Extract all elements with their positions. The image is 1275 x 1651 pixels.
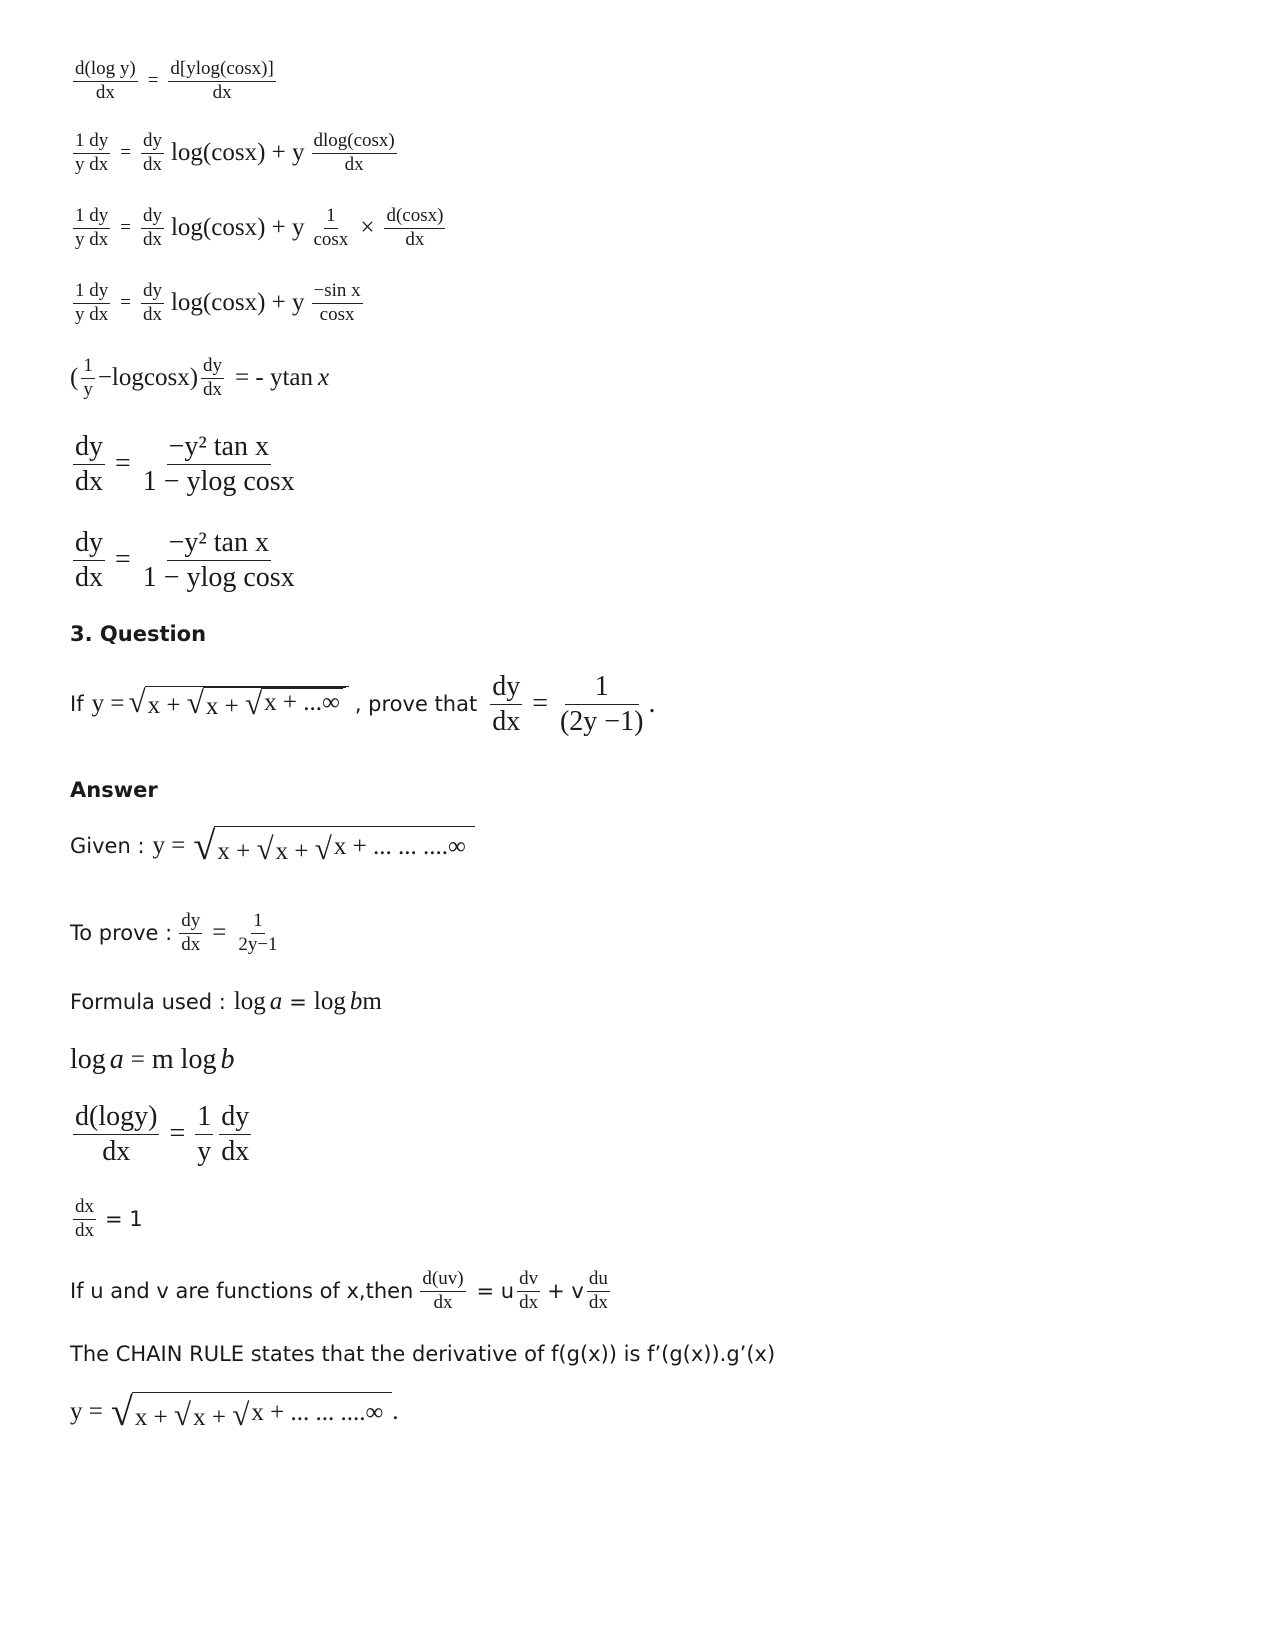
given-label: Given : xyxy=(70,834,145,859)
numerator: dy xyxy=(490,670,522,705)
radicand: x + xyxy=(275,838,309,865)
equals-sign: = xyxy=(130,1046,145,1073)
variable: b xyxy=(220,1044,235,1075)
denominator: cosx xyxy=(313,228,349,250)
fraction xyxy=(517,1268,540,1315)
chain-rule-text: The CHAIN RULE states that the derivative of f(g(x)) is f’(g(x)).g’(x) xyxy=(70,1342,776,1366)
numerator: dx xyxy=(73,1196,96,1220)
denominator: dx xyxy=(75,465,103,497)
fraction xyxy=(384,205,445,252)
equation-5 xyxy=(70,355,329,402)
fraction xyxy=(201,355,224,402)
radicand: x + xyxy=(147,692,181,720)
fraction xyxy=(73,1100,159,1168)
radical-sign: √ xyxy=(128,684,146,720)
fraction xyxy=(73,205,110,252)
question-heading: 3. Question xyxy=(70,622,207,646)
fraction xyxy=(195,1100,213,1168)
numerator: dy xyxy=(141,205,164,229)
numerator: dy xyxy=(201,355,224,379)
radical-sign: √ xyxy=(232,1397,250,1432)
fraction xyxy=(73,430,105,498)
numerator: 1 dy xyxy=(73,280,110,304)
fraction xyxy=(219,1100,251,1168)
fraction xyxy=(73,526,105,594)
radicand: x + ...∞ xyxy=(261,688,343,719)
denominator: y xyxy=(197,1135,212,1167)
numerator: −sin x xyxy=(312,280,363,304)
denominator: cosx xyxy=(319,303,355,325)
expression-text: = 1 xyxy=(105,1207,143,1232)
equals-sign: = xyxy=(115,448,131,480)
to-prove-label: To prove : xyxy=(70,921,173,946)
fraction xyxy=(587,1268,610,1315)
numerator: 1 xyxy=(195,1100,213,1135)
expression-text: y = xyxy=(70,1398,103,1426)
times-sign: × xyxy=(360,214,375,242)
radicand: x + ... ... ....∞ xyxy=(333,833,466,860)
equation-6 xyxy=(70,430,300,498)
question-text: If xyxy=(70,692,84,717)
fraction xyxy=(420,1268,465,1315)
expression-text: log xyxy=(70,1044,106,1075)
numerator: dlog(cosx) xyxy=(312,130,397,154)
variable: a xyxy=(109,1044,124,1075)
expression-text: = - ytan xyxy=(235,364,313,392)
radical-sign: √ xyxy=(244,686,263,722)
period: . xyxy=(648,688,656,720)
question-text: , prove that xyxy=(354,692,478,717)
numerator: d(logy) xyxy=(73,1100,159,1135)
numerator: 1 dy xyxy=(73,130,110,154)
product-rule-text: If u and v are functions of x,then xyxy=(70,1279,414,1304)
denominator: dx xyxy=(75,561,103,593)
radical-sign: √ xyxy=(186,685,204,721)
answer-heading: Answer xyxy=(70,778,158,802)
fraction xyxy=(236,910,279,957)
period: . xyxy=(392,1398,399,1426)
fraction xyxy=(81,355,95,402)
numerator: dy xyxy=(141,280,164,304)
fraction xyxy=(141,130,164,177)
nested-radical xyxy=(244,686,343,722)
variable: x xyxy=(318,364,330,392)
nested-radical xyxy=(187,687,346,722)
to-prove-statement xyxy=(70,910,283,957)
expression-text: y = xyxy=(152,832,186,860)
numerator: −y² tan x xyxy=(167,430,271,465)
fraction xyxy=(141,205,164,252)
formula-dx-dx xyxy=(70,1196,143,1243)
radicand: x + xyxy=(193,1404,226,1431)
equation-4 xyxy=(70,280,366,327)
nested-radical xyxy=(174,1399,389,1433)
given-statement xyxy=(70,823,475,868)
numerator: dy xyxy=(179,910,202,934)
radical-sign: √ xyxy=(193,823,216,868)
nested-radical xyxy=(110,1389,392,1434)
denominator: dx xyxy=(212,81,232,103)
formula-log-power xyxy=(70,1044,234,1076)
nested-radical xyxy=(232,1399,386,1430)
equals-sign: = xyxy=(169,1118,186,1150)
variable: b xyxy=(349,988,363,1015)
fraction xyxy=(312,280,363,327)
formula-used xyxy=(70,988,382,1016)
denominator: dx xyxy=(75,1219,94,1241)
denominator: dx xyxy=(142,153,162,175)
fraction xyxy=(141,526,297,594)
denominator: dx xyxy=(203,378,223,400)
product-rule xyxy=(70,1268,613,1315)
fraction xyxy=(312,205,351,252)
denominator: dx xyxy=(492,705,521,737)
fraction xyxy=(179,910,202,957)
fraction xyxy=(73,58,138,105)
numerator: 1 xyxy=(81,355,95,379)
expression-text: log(cosx) + y xyxy=(170,289,305,317)
radicand: x + ... ... ....∞ xyxy=(251,1399,384,1426)
numerator: d(cosx) xyxy=(384,205,445,229)
final-expression xyxy=(70,1389,399,1434)
equation-3 xyxy=(70,205,448,252)
expression-text: = u xyxy=(476,1279,515,1304)
expression-text: + v xyxy=(547,1279,584,1304)
formula-label: Formula used : xyxy=(70,990,226,1014)
equals-sign: = xyxy=(289,990,307,1014)
fraction xyxy=(73,1196,96,1243)
expression-text: log(cosx) + y xyxy=(170,139,305,167)
numerator: du xyxy=(587,1268,610,1292)
fraction xyxy=(73,280,110,327)
equals-sign: = xyxy=(120,142,131,164)
denominator: y dx xyxy=(75,153,109,175)
equals-sign: = xyxy=(120,217,131,239)
equation-7 xyxy=(70,526,300,594)
denominator: y dx xyxy=(75,228,109,250)
denominator: 1 − ylog cosx xyxy=(142,561,295,593)
denominator: dx xyxy=(405,228,425,250)
radical-sign: √ xyxy=(110,1389,133,1434)
equals-sign: = xyxy=(120,292,131,314)
radical-sign: √ xyxy=(256,831,274,866)
denominator: dx xyxy=(142,303,162,325)
expression-text: log xyxy=(313,988,346,1015)
expression-text: log(cosx) + y xyxy=(170,214,305,242)
denominator: dx xyxy=(344,153,364,175)
expression-text: y = xyxy=(91,690,125,718)
numerator: d(uv) xyxy=(420,1268,465,1292)
numerator: dy xyxy=(141,130,164,154)
radical-sign: √ xyxy=(173,1397,192,1432)
radicand: x + xyxy=(217,838,251,865)
denominator: 1 − ylog cosx xyxy=(142,465,295,497)
nested-radical xyxy=(128,686,348,722)
numerator: dy xyxy=(219,1100,251,1135)
denominator: dx xyxy=(433,1291,453,1313)
denominator: dx xyxy=(519,1291,539,1313)
denominator: 2y−1 xyxy=(238,933,278,955)
expression-text: log xyxy=(233,988,266,1015)
fraction xyxy=(558,670,645,738)
equals-sign: = xyxy=(115,544,131,576)
numerator: dy xyxy=(73,430,105,465)
equals-sign: = xyxy=(212,919,227,947)
denominator: (2y −1) xyxy=(559,705,644,737)
numerator: 1 xyxy=(324,205,338,229)
denominator: y xyxy=(83,378,93,400)
radical-sign: √ xyxy=(314,831,332,866)
equals-sign: = xyxy=(147,70,159,92)
denominator: dx xyxy=(142,228,162,250)
radicand: x + xyxy=(134,1404,168,1431)
fraction xyxy=(490,670,522,738)
numerator: dv xyxy=(517,1268,540,1292)
denominator: dx xyxy=(102,1135,131,1167)
equation-1 xyxy=(70,58,279,105)
numerator: 1 xyxy=(251,910,265,934)
expression-text: m log xyxy=(151,1044,217,1075)
numerator: −y² tan x xyxy=(167,526,271,561)
numerator: dy xyxy=(73,526,105,561)
radicand: x + xyxy=(205,693,239,721)
fraction xyxy=(73,130,110,177)
equals-sign: = xyxy=(532,688,548,720)
fraction xyxy=(312,130,397,177)
question-statement xyxy=(70,670,655,738)
denominator: dx xyxy=(181,933,201,955)
expression-text: −logcosx) xyxy=(97,364,199,392)
variable: a xyxy=(269,988,283,1015)
exponent: m xyxy=(362,988,382,1015)
formula-log-derivative xyxy=(70,1100,254,1168)
numerator: d(log y) xyxy=(73,58,138,82)
numerator: 1 dy xyxy=(73,205,110,229)
fraction xyxy=(141,430,297,498)
nested-radical xyxy=(315,833,469,864)
numerator: 1 xyxy=(565,670,639,705)
nested-radical xyxy=(193,823,474,868)
nested-radical xyxy=(256,833,471,867)
numerator: d[ylog(cosx)] xyxy=(168,58,275,82)
denominator: dx xyxy=(95,81,115,103)
equation-2 xyxy=(70,130,400,177)
fraction xyxy=(141,280,164,327)
denominator: dx xyxy=(221,1135,250,1167)
denominator: y dx xyxy=(75,303,109,325)
paren: ( xyxy=(70,364,79,392)
fraction xyxy=(168,58,275,105)
denominator: dx xyxy=(588,1291,608,1313)
